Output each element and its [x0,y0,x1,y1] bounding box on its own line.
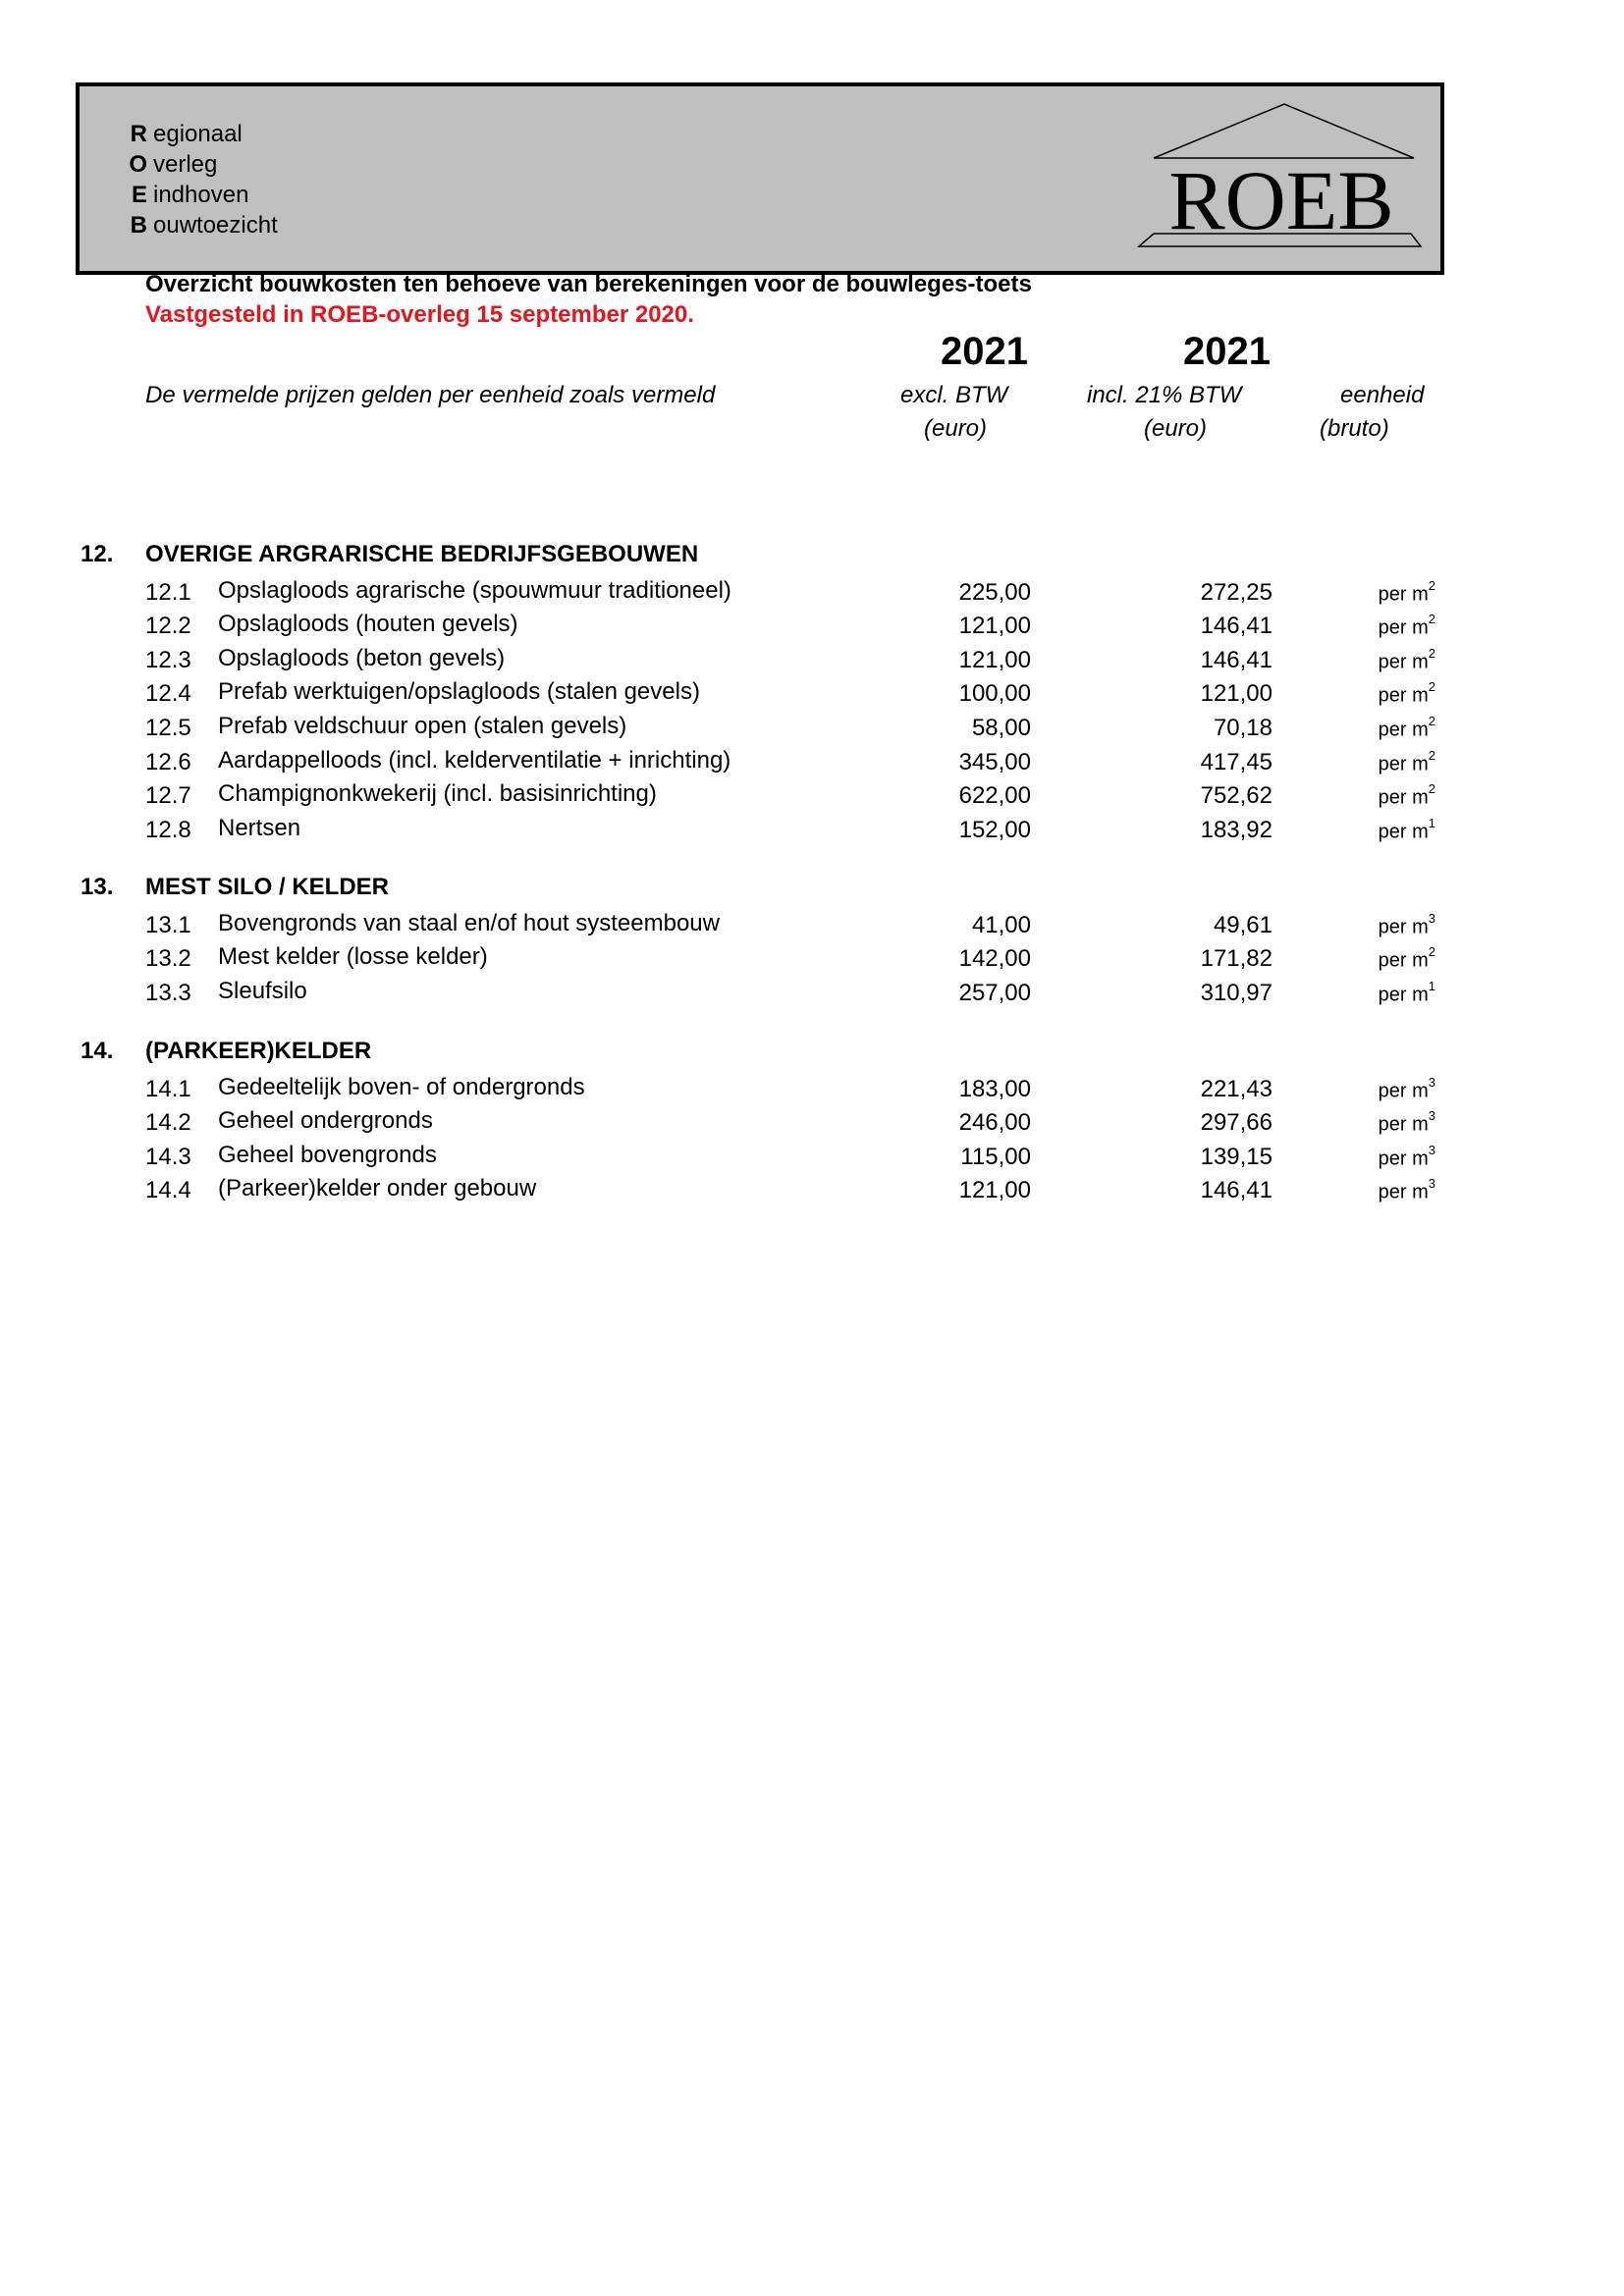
price-incl-btw: 146,41 [1200,1177,1272,1204]
unit-cell [1337,1074,1435,1103]
row-description: Gedeeltelijk boven- of ondergronds [218,1073,585,1100]
row-code: 12.4 [145,680,191,708]
price-excl-btw: 152,00 [958,816,1031,843]
row-description: Prefab veldschuur open (stalen gevels) [218,713,627,739]
unit-exponent: 2 [1428,944,1435,960]
row-code: 13.3 [145,979,191,1006]
price-incl-btw: 146,41 [1200,646,1272,673]
row-description: Bovengronds van staal en/of hout systeembouw [218,909,720,936]
row-description: Sleufsilo [218,977,307,1004]
unit-label: per m [1378,616,1429,639]
year-excl: 2021 [941,330,1028,373]
unit-cell [1337,645,1435,674]
row-code: 14.1 [145,1075,191,1102]
acronym-line-e: E indhoven [131,182,249,208]
unit-label: per m [1378,786,1429,809]
price-excl-btw: 115,00 [960,1143,1031,1170]
col-excl-label: excl. BTW [900,382,1008,408]
price-excl-btw: 225,00 [958,578,1031,606]
row-code: 12.6 [145,748,191,775]
price-excl-btw: 622,00 [958,782,1031,810]
section-number: 14. [81,1038,114,1064]
row-description: Opslagloods (beton gevels) [218,644,506,671]
unit-exponent: 1 [1428,978,1435,993]
roeb-logo-icon [1134,96,1429,263]
unit-label: per m [1378,1113,1429,1136]
unit-exponent: 2 [1428,714,1435,728]
unit-cell [1337,815,1435,844]
unit-cell [1337,910,1435,939]
unit-exponent: 2 [1428,679,1435,695]
unit-cell [1337,978,1435,1007]
col-excl-sub: (euro) [924,415,988,442]
price-excl-btw: 345,00 [958,748,1031,775]
price-incl-btw: 221,43 [1200,1075,1272,1102]
price-excl-btw: 41,00 [971,911,1031,938]
unit-exponent: 3 [1428,1176,1435,1192]
price-incl-btw: 70,18 [1213,715,1272,741]
price-excl-btw: 58,00 [971,715,1031,741]
unit-exponent: 3 [1428,1108,1435,1124]
section-title: MEST SILO / KELDER [145,874,390,900]
row-description: Aardappelloods (incl. kelderventilatie + inrichting) [218,746,731,774]
unit-label: per m [1378,685,1429,708]
col-incl-label: incl. 21% BTW [1087,382,1242,408]
price-incl-btw: 297,66 [1200,1109,1272,1137]
price-incl-btw: 417,45 [1200,748,1272,775]
header-box [76,82,1444,275]
unit-label: per m [1378,821,1429,843]
unit-cell [1337,747,1435,776]
price-excl-btw: 246,00 [958,1109,1031,1137]
unit-label: per m [1378,583,1429,606]
price-incl-btw: 121,00 [1200,680,1272,708]
acronym-line-r: R egionaal [130,121,243,147]
price-excl-btw: 142,00 [958,945,1031,973]
price-incl-btw: 272,25 [1200,578,1272,606]
row-description: Opslagloods (houten gevels) [218,611,518,638]
acronym-line-o: O verleg [129,151,218,178]
unit-cell [1337,1176,1435,1204]
unit-exponent: 2 [1428,747,1435,763]
price-incl-btw: 183,92 [1200,816,1272,843]
acronym-line-b: B ouwtoezicht [130,212,278,239]
row-description: (Parkeer)kelder onder gebouw [218,1175,537,1202]
svg-text:ROEB: ROEB [1168,153,1394,247]
unit-label: per m [1378,1080,1429,1102]
col-incl-sub: (euro) [1144,415,1208,442]
col-unit-sub: (bruto) [1320,415,1389,442]
document-title: Overzicht bouwkosten ten behoeve van berekeningen voor de bouwleges-toets [145,271,1032,297]
row-code: 12.2 [145,613,191,640]
row-code: 13.1 [145,911,191,938]
row-code: 12.1 [145,578,191,606]
price-excl-btw: 121,00 [958,1177,1031,1204]
unit-exponent: 3 [1428,910,1435,926]
price-incl-btw: 139,15 [1200,1143,1272,1170]
price-excl-btw: 121,00 [958,646,1031,673]
row-description: Mest kelder (losse kelder) [218,943,488,971]
section-number: 13. [81,874,114,900]
unit-label: per m [1378,753,1429,775]
section-title: OVERIGE ARGRARISCHE BEDRIJFSGEBOUWEN [145,541,699,567]
row-code: 12.3 [145,646,191,673]
column-note: De vermelde prijzen gelden per eenheid zoals vermeld [145,382,716,408]
unit-cell [1337,679,1435,708]
col-unit-label: eenheid [1340,382,1425,408]
row-code: 13.2 [145,945,191,973]
row-code: 12.7 [145,782,191,810]
unit-cell [1337,714,1435,742]
document-subtitle: Vastgesteld in ROEB-overleg 15 september 2020. [145,301,694,328]
unit-label: per m [1378,1148,1429,1170]
price-excl-btw: 183,00 [958,1075,1031,1102]
unit-cell [1337,1142,1435,1171]
year-incl: 2021 [1183,330,1271,373]
row-code: 12.8 [145,816,191,843]
row-code: 14.2 [145,1109,191,1137]
unit-exponent: 3 [1428,1142,1435,1157]
unit-cell [1337,1108,1435,1137]
unit-exponent: 1 [1428,815,1435,830]
unit-cell [1337,577,1435,607]
unit-exponent: 3 [1428,1074,1435,1090]
unit-exponent: 2 [1428,577,1435,593]
price-excl-btw: 100,00 [958,680,1031,708]
section-title: (PARKEER)KELDER [145,1038,372,1064]
row-code: 14.3 [145,1143,191,1170]
unit-cell [1337,614,1435,640]
unit-label: per m [1378,949,1429,972]
unit-label: per m [1378,984,1429,1006]
row-description: Geheel bovengronds [218,1141,437,1168]
unit-label: per m [1378,719,1429,741]
row-description: Geheel ondergronds [218,1107,433,1135]
price-excl-btw: 257,00 [958,979,1031,1006]
unit-label: per m [1378,651,1429,673]
section-number: 12. [81,541,114,567]
price-incl-btw: 49,61 [1213,911,1272,938]
row-code: 12.5 [145,715,191,741]
price-excl-btw: 121,00 [958,613,1031,640]
unit-exponent: 2 [1428,781,1435,797]
unit-exponent: 2 [1428,612,1435,627]
row-description: Nertsen [218,814,301,841]
price-incl-btw: 146,41 [1200,613,1272,640]
row-description: Opslagloods agrarische (spouwmuur traditioneel) [218,576,731,604]
row-description: Champignonkwekerij (incl. basisinrichting) [218,780,657,808]
row-description: Prefab werktuigen/opslagloods (stalen gevels) [218,678,700,706]
price-incl-btw: 171,82 [1200,945,1272,973]
price-incl-btw: 310,97 [1200,979,1272,1006]
price-incl-btw: 752,62 [1200,782,1272,810]
unit-cell [1337,944,1435,973]
unit-label: per m [1378,1182,1429,1204]
unit-label: per m [1378,916,1429,938]
row-code: 14.4 [145,1177,191,1204]
unit-cell [1337,781,1435,810]
unit-exponent: 2 [1428,645,1435,661]
